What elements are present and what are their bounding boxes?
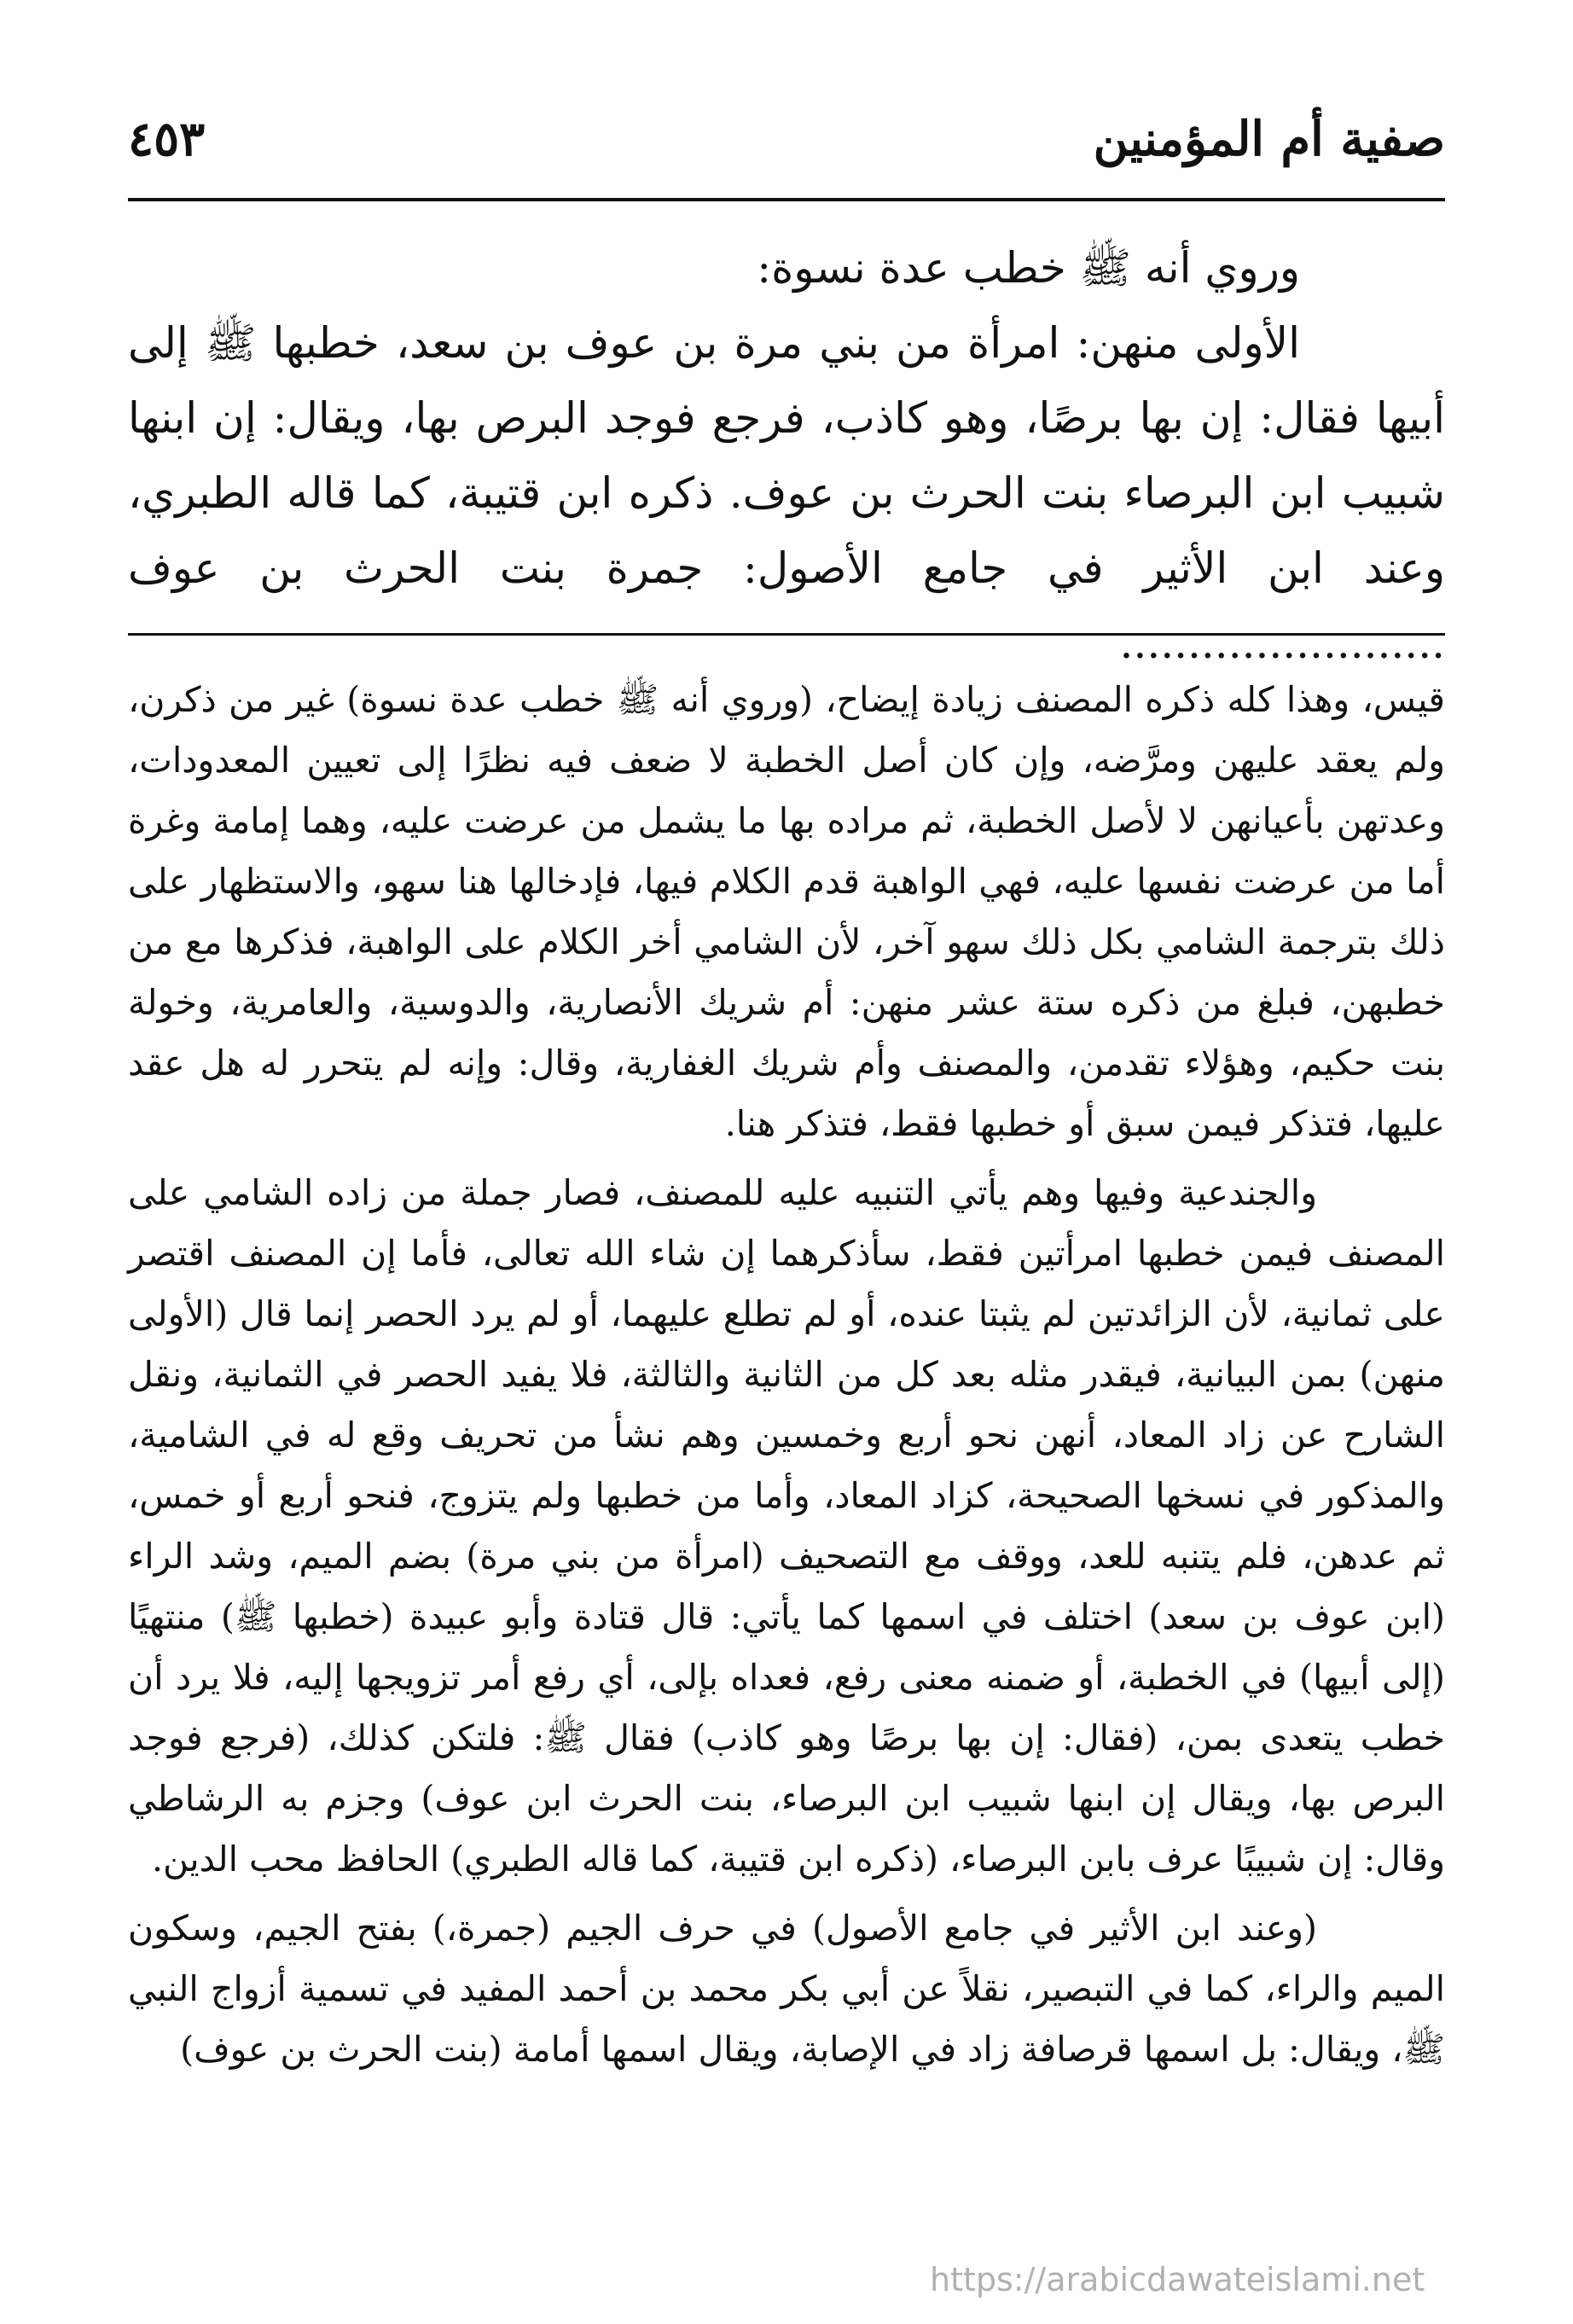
- text-divider: [128, 633, 1445, 636]
- commentary-paragraph-2: والجندعية وفيها وهم يأتي التنبيه عليه للمصنف، فصار جملة من زاده الشامي على المصنف فيمن خطبها امرأتين فقط، سأذكرهما إن شاء الله تعالى، فأما إن المصنف اقتصر على ثمانية، لأن الزائدتين لم يثبتا عنده، أو لم تطلع عليهما، أو لم يرد الحصر إنما قال (الأولى منهن) بمن البيانية، فيقدر مثله بعد كل من الثانية والثالثة، فلا يفيد الحصر في الثمانية، ونقل الشارح عن زاد المعاد، أنهن نحو أربع وخمسين وهم نشأ من تحريف وقع له في الشامية، والمذكور في نسخها الصحيحة، كزاد المعاد، وأما من خطبها ولم يتزوج، فنحو أربع أو خمس، ثم عدهن، فلم يتنبه للعد، ووقف مع التصحيف (امرأة من بني مرة) بضم الميم، وشد الراء (ابن عوف بن سعد) اختلف في اسمها كما يأتي: قال قتادة وأبو عبيدة (خطبها ﷺ) منتهيًا (إلى أبيها) في الخطبة، أو ضمنه معنى رفع، فعداه بإلى، أي رفع أمر تزويجها إليه، فلا يرد أن خطب يتعدى بمن، (فقال: إن بها برصًا وهو كاذب) فقال ﷺ: فلتكن كذلك، (فرجع فوجد البرص بها، ويقال إن ابنها شبيب ابن البرصاء، بنت الحرث ابن عوف) وجزم به الرشاطي وقال: إن شبيبًا عرف بابن البرصاء، (ذكره ابن قتيبة، كما قاله الطبري) الحافظ محب الدين.: [128, 1172, 1445, 1880]
- main-text-paragraph-1: وروي أنه ﷺ خطب عدة نسوة:: [757, 243, 1300, 293]
- page-header: [128, 101, 1445, 177]
- main-text-paragraph-2-body: الأولى منهن: امرأة من بني مرة بن عوف بن سعد، خطبها ﷺ إلى أبيها فقال: إن بها برصًا، وهو كاذب، فرجع فوجد البرص بها، ويقال: إن ابنها شبيب ابن البرصاء بنت الحرث بن عوف. ذكره ابن قتيبة، كما قاله الطبري، وعند ابن الأثير في جامع الأصول: جمرة بنت الحرث بن عوف: [128, 318, 1445, 593]
- running-title: صفية أم المؤمنين: [1093, 111, 1445, 167]
- header-divider: [128, 198, 1445, 201]
- commentary-paragraph-1: قيس، وهذا كله ذكره المصنف زيادة إيضاح، (وروي أنه ﷺ خطب عدة نسوة) غير من ذكرن، ولم يعقد عليهن ومرَّضه، وإن كان أصل الخطبة لا ضعف فيه نظرًا إلى تعيين المعدودات، وعدتهن بأعيانهن لا لأصل الخطبة، ثم مراده بها ما يشمل من عرضت عليه، وهما إمامة وغرة أما من عرضت نفسها عليه، فهي الواهبة قدم الكلام فيها، فإدخالها هنا سهو، والاستظهار على ذلك بترجمة الشامي بكل ذلك سهو آخر، لأن الشامي أخر الكلام على الواهبة، فذكرها مع من خطبهن، فبلغ من ذكره ستة عشر منهن: أم شريك الأنصارية، والدوسية، والعامرية، وخولة بنت حكيم، وهؤلاء تقدمن، والمصنف وأم شريك الغفارية، وقال: وإنه لم يتحرر له هل عقد عليها، فتذكر فيمن سبق أو خطبها فقط، فتذكر هنا.: [128, 679, 1445, 1144]
- watermark-url: https://arabicdawateislami.net: [930, 2261, 1425, 2298]
- page-number: ٤٥٣: [128, 111, 206, 167]
- continuation-dots: ........................: [1119, 619, 1445, 668]
- main-text: [128, 230, 1445, 681]
- main-text-paragraph-2: [128, 305, 1445, 681]
- commentary-text: [128, 670, 1445, 2089]
- commentary-paragraph-3: (وعند ابن الأثير في جامع الأصول) في حرف الجيم (جمرة،) بفتح الجيم، وسكون الميم والراء، كما في التبصير، نقلاً عن أبي بكر محمد بن أحمد المفيد في تسمية أزواج النبي ﷺ، ويقال: بل اسمها قرصافة زاد في الإصابة، ويقال اسمها أمامة (بنت الحرث بن عوف): [128, 1908, 1445, 2070]
